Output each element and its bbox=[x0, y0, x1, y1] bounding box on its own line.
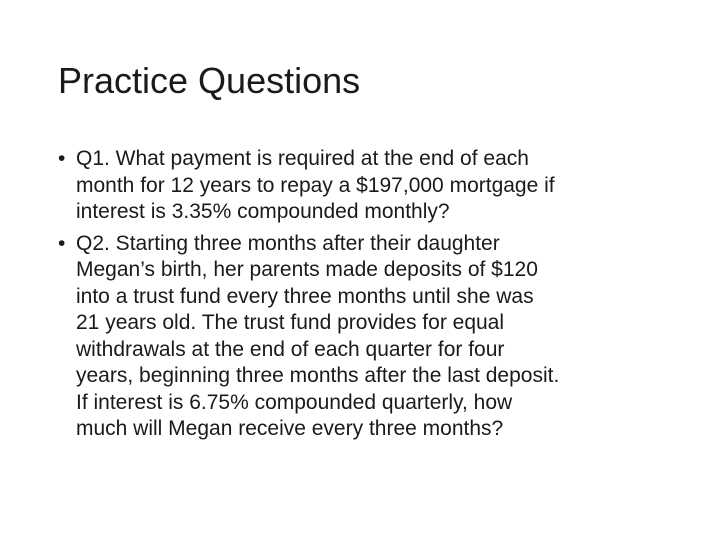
question-line: month for 12 years to repay a $197,000 mortgage if bbox=[76, 173, 555, 197]
question-line: Q2. Starting three months after their daughter bbox=[76, 231, 500, 255]
question-line: into a trust fund every three months until she was bbox=[76, 284, 534, 308]
bullet-icon: • bbox=[58, 147, 66, 170]
question-line: years, beginning three months after the last deposit. bbox=[76, 364, 560, 387]
question-line: 21 years old. The trust fund provides for equal bbox=[76, 311, 505, 334]
question-line: interest is 3.35% compounded monthly? bbox=[76, 200, 450, 223]
question-line: much will Megan receive every three months? bbox=[76, 417, 504, 440]
question-line: Megan’s birth, her parents made deposits of $120 bbox=[76, 258, 538, 281]
question-list bbox=[56, 146, 686, 448]
question-line: withdrawals at the end of each quarter for four bbox=[76, 337, 505, 361]
question-line: If interest is 6.75% compounded quarterly, how bbox=[76, 390, 513, 414]
question-q1 bbox=[56, 146, 686, 226]
question-q2 bbox=[56, 231, 686, 443]
slide-title: Practice Questions bbox=[58, 60, 361, 101]
question-line: Q1. What payment is required at the end of each bbox=[76, 147, 529, 170]
bullet-icon: • bbox=[58, 231, 66, 255]
